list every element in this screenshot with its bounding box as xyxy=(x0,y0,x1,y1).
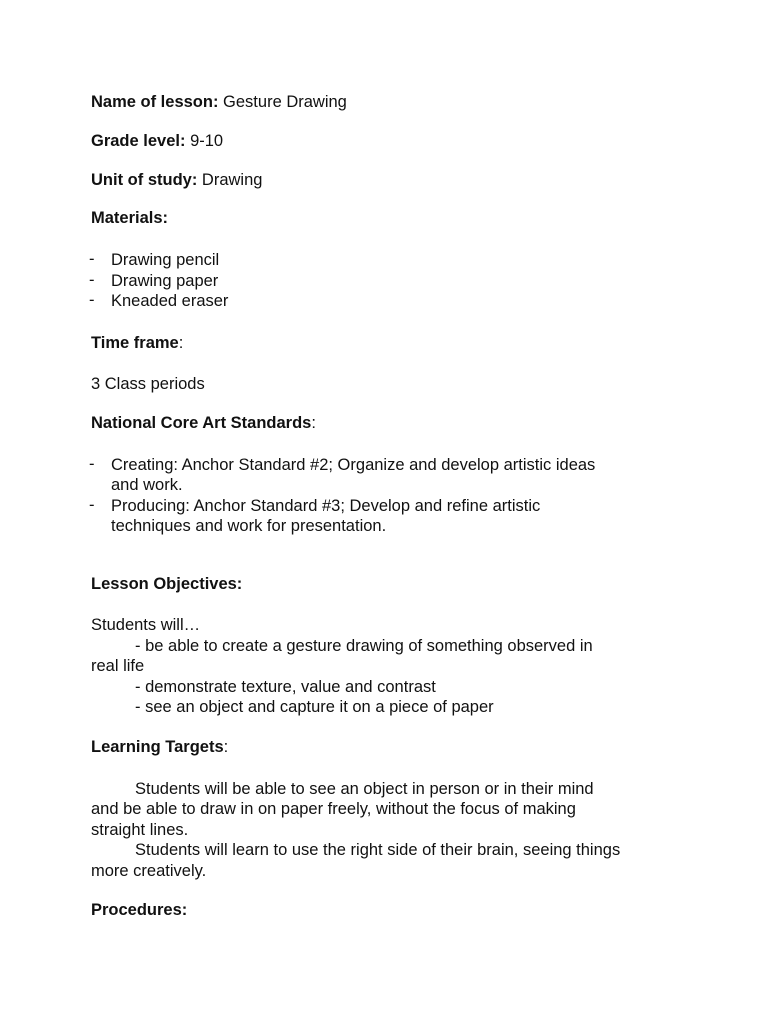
objectives-intro: Students will… xyxy=(91,616,201,634)
learning-targets-label: Learning Targets xyxy=(91,738,224,756)
unit-of-study-value: Drawing xyxy=(201,171,263,189)
learning-target-line: more creatively. xyxy=(91,862,207,880)
materials-bullet: - xyxy=(89,291,95,309)
materials-item: Drawing paper xyxy=(111,272,219,290)
learning-target-line: and be able to draw in on paper freely, without the focus of making xyxy=(91,800,576,818)
time-frame-label: Time frame xyxy=(91,334,179,352)
name-of-lesson-line xyxy=(91,92,347,113)
standard-item-line: Producing: Anchor Standard #3; Develop and refine artistic xyxy=(111,497,541,515)
materials-bullet: - xyxy=(89,250,95,268)
objective-line: real life xyxy=(91,657,145,675)
time-frame-colon: : xyxy=(178,334,184,352)
time-frame-value: 3 Class periods xyxy=(91,375,205,393)
standard-item-line: and work. xyxy=(111,476,183,494)
learning-targets-colon: : xyxy=(223,738,229,756)
learning-targets-heading xyxy=(91,737,228,758)
learning-target-line: straight lines. xyxy=(91,821,189,839)
materials-item: Kneaded eraser xyxy=(111,292,229,310)
materials-heading: Materials: xyxy=(91,209,169,227)
learning-target-line: Students will learn to use the right side of their brain, seeing things xyxy=(135,841,621,859)
grade-level-line xyxy=(91,131,223,152)
standards-bullet: - xyxy=(89,496,95,514)
procedures-heading: Procedures: xyxy=(91,901,188,919)
standards-colon: : xyxy=(311,414,316,432)
unit-of-study-label: Unit of study: xyxy=(91,171,198,189)
unit-of-study-line xyxy=(91,170,262,191)
objective-line: - demonstrate texture, value and contrast xyxy=(135,678,436,696)
materials-item: Drawing pencil xyxy=(111,251,220,269)
grade-level-value: 9-10 xyxy=(190,132,224,150)
name-of-lesson-value: Gesture Drawing xyxy=(223,93,347,111)
standards-heading xyxy=(91,413,316,434)
standard-item-line: techniques and work for presentation. xyxy=(111,517,387,535)
time-frame-heading xyxy=(91,333,183,354)
objective-line: - see an object and capture it on a piece of paper xyxy=(135,698,494,716)
grade-level-label: Grade level: xyxy=(91,132,186,150)
name-of-lesson-label: Name of lesson: xyxy=(91,93,219,111)
standards-bullet: - xyxy=(89,455,95,473)
learning-target-line: Students will be able to see an object in person or in their mind xyxy=(135,780,594,798)
materials-bullet: - xyxy=(89,271,95,289)
objective-line: - be able to create a gesture drawing of something observed in xyxy=(135,637,593,655)
standards-label: National Core Art Standards xyxy=(91,414,312,432)
objectives-heading: Lesson Objectives: xyxy=(91,575,243,593)
standard-item-line: Creating: Anchor Standard #2; Organize and develop artistic ideas xyxy=(111,456,596,474)
